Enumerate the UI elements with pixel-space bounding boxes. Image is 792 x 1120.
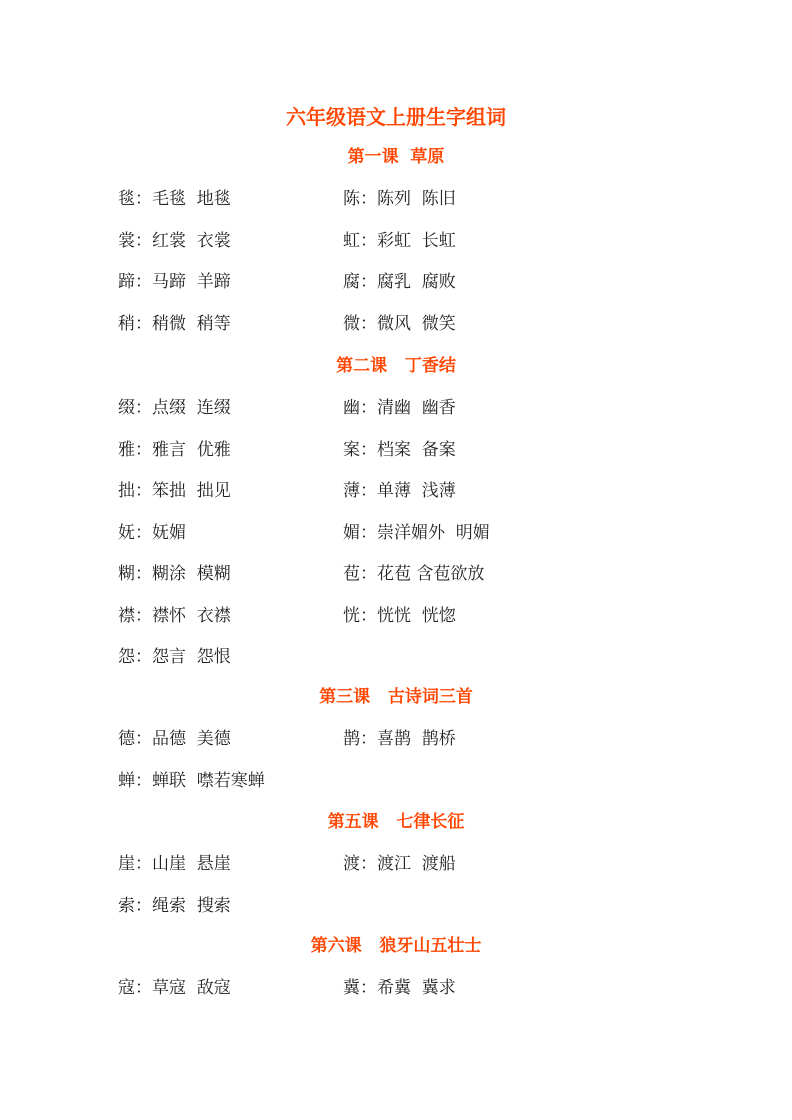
word-entry: 崖：山崖 悬崖 [118, 854, 231, 874]
word-entry: 拙：笨拙 拙见 [118, 481, 231, 501]
word-entry: 腐：腐乳 腐败 [343, 272, 456, 292]
word-entry: 索：绳索 搜索 [118, 896, 231, 916]
word-entry: 冀：希冀 冀求 [343, 978, 456, 998]
word-entry: 媚：崇洋媚外 明媚 [343, 523, 490, 543]
word-entry: 寇：草寇 敌寇 [118, 978, 231, 998]
word-entry: 渡：渡江 渡船 [343, 854, 456, 874]
lesson-heading: 第二课 丁香结 [336, 356, 456, 376]
word-entry: 蝉：蝉联 噤若寒蝉 [118, 771, 265, 791]
word-entry: 鹊：喜鹊 鹊桥 [343, 729, 456, 749]
word-entry: 稍：稍微 稍等 [118, 314, 231, 334]
page-title: 六年级语文上册生字组词 [286, 105, 506, 129]
word-entry: 缀：点缀 连缀 [118, 398, 231, 418]
lesson-heading: 第六课 狼牙山五壮士 [310, 936, 482, 956]
word-entry: 蹄：马蹄 羊蹄 [118, 272, 231, 292]
lesson-heading: 第五课 七律长征 [327, 812, 465, 832]
word-entry: 襟：襟怀 衣襟 [118, 606, 231, 626]
word-entry: 妩：妩媚 [118, 523, 186, 543]
word-entry: 幽：清幽 幽香 [343, 398, 456, 418]
word-entry: 恍：恍恍 恍惚 [343, 606, 456, 626]
word-entry: 怨：怨言 怨恨 [118, 647, 231, 667]
word-entry: 雅：雅言 优雅 [118, 440, 231, 460]
word-entry: 德：品德 美德 [118, 729, 231, 749]
word-entry: 案：档案 备案 [343, 440, 456, 460]
word-entry: 毯：毛毯 地毯 [118, 189, 231, 209]
word-entry: 微：微风 微笑 [343, 314, 456, 334]
word-entry: 虹：彩虹 长虹 [343, 231, 456, 251]
word-entry: 陈：陈列 陈旧 [343, 189, 456, 209]
word-entry: 薄：单薄 浅薄 [343, 481, 456, 501]
word-entry: 苞：花苞 含苞欲放 [343, 564, 485, 584]
lesson-heading: 第一课 草原 [347, 147, 445, 167]
word-entry: 糊：糊涂 模糊 [118, 564, 231, 584]
lesson-heading: 第三课 古诗词三首 [319, 687, 473, 707]
word-entry: 裳：红裳 衣裳 [118, 231, 231, 251]
